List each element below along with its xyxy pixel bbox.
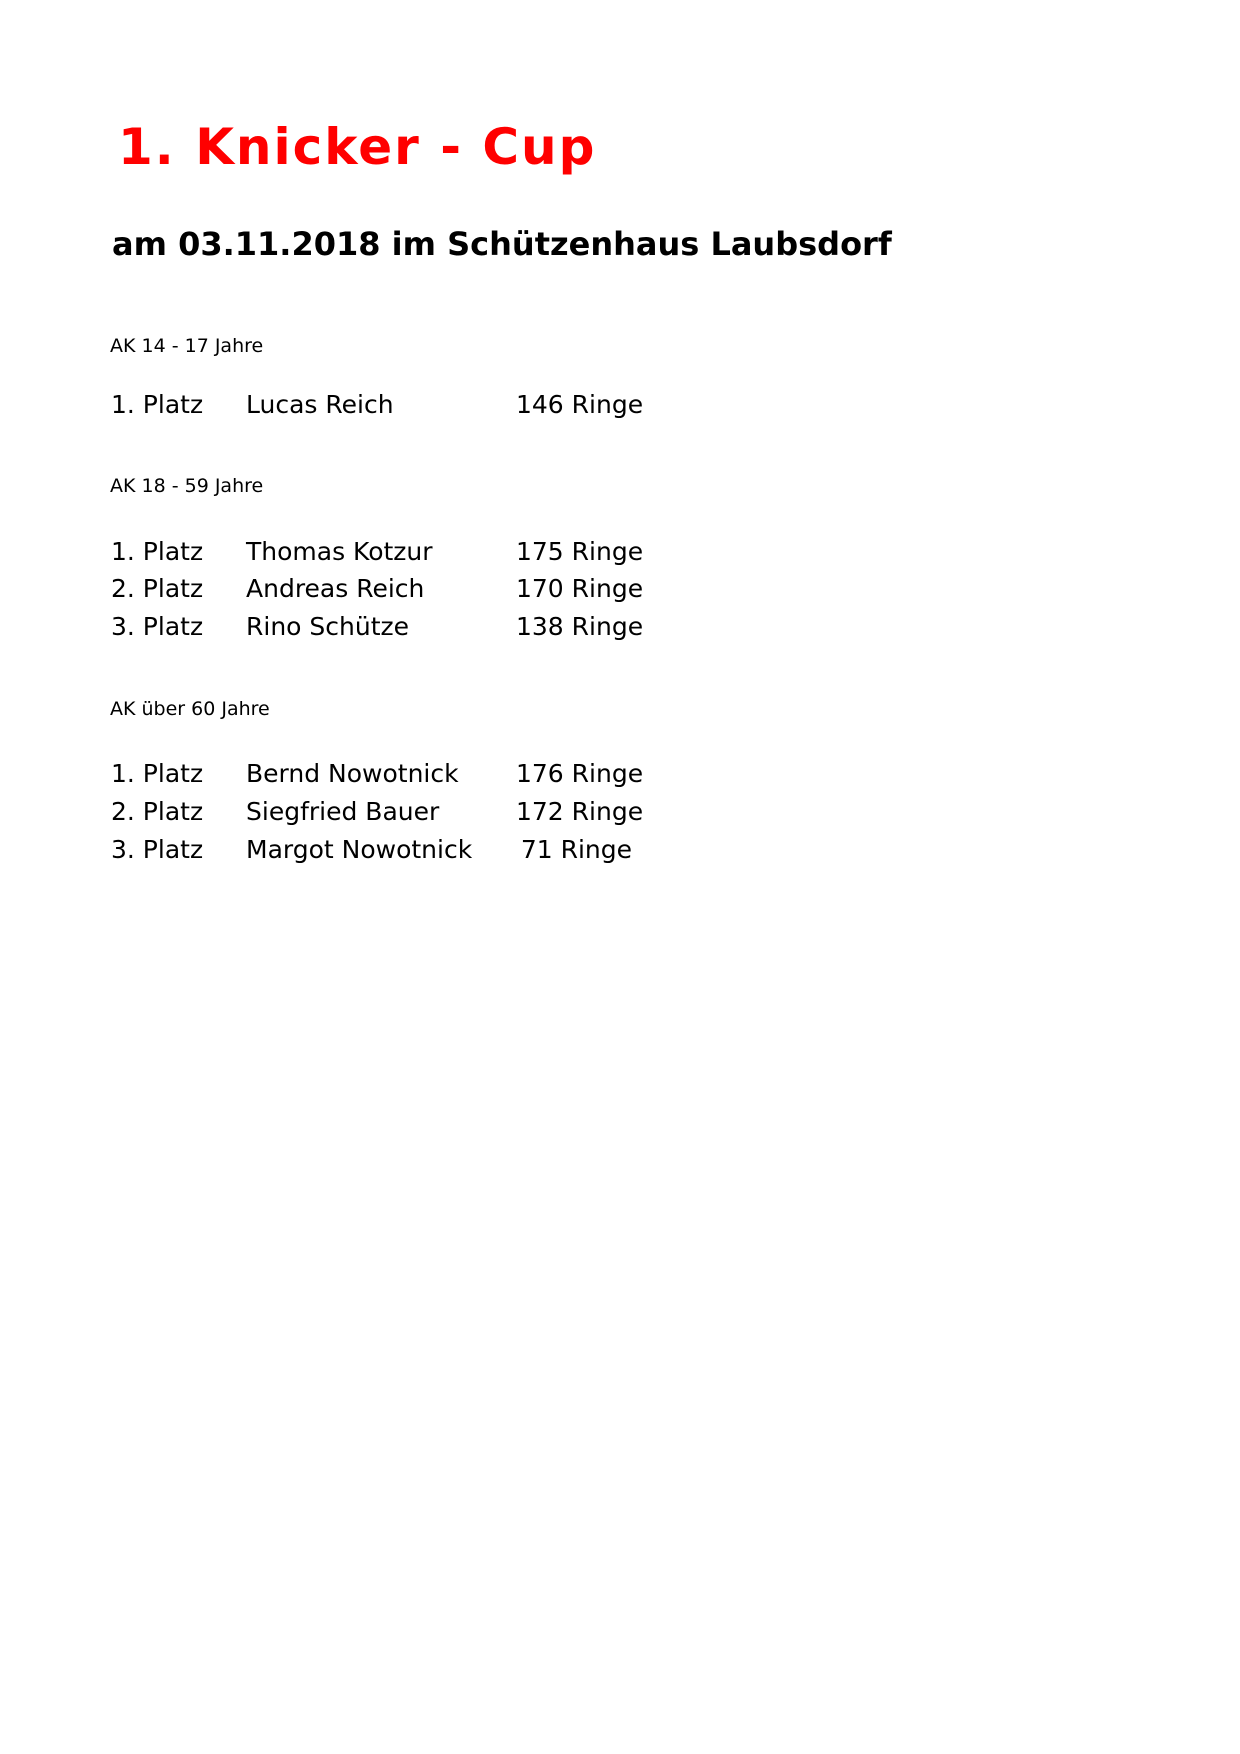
result-name: Rino Schütze xyxy=(246,612,410,641)
result-score: 175 Ringe xyxy=(516,537,644,566)
section-label-ak-ueber-60: AK über 60 Jahre xyxy=(110,698,270,720)
result-score: 71 Ringe xyxy=(520,835,632,864)
document-title: 1. Knicker - Cup xyxy=(118,118,597,176)
result-place: 1. Platz xyxy=(111,537,204,566)
result-name: Thomas Kotzur xyxy=(246,537,433,566)
section-label-ak-18-59: AK 18 - 59 Jahre xyxy=(110,475,264,497)
result-score: 176 Ringe xyxy=(516,759,644,788)
result-name: Siegfried Bauer xyxy=(246,797,440,826)
result-row xyxy=(0,576,700,610)
result-score: 146 Ringe xyxy=(516,390,644,419)
result-row xyxy=(0,392,700,426)
result-place: 1. Platz xyxy=(111,759,204,788)
result-name: Andreas Reich xyxy=(246,574,425,603)
result-row xyxy=(0,837,700,871)
result-name: Lucas Reich xyxy=(246,390,394,419)
result-name: Bernd Nowotnick xyxy=(246,759,459,788)
result-score: 170 Ringe xyxy=(516,574,644,603)
result-name: Margot Nowotnick xyxy=(246,835,473,864)
result-place: 2. Platz xyxy=(111,797,204,826)
result-score: 172 Ringe xyxy=(516,797,644,826)
document-subtitle: am 03.11.2018 im Schützenhaus Laubsdorf xyxy=(112,225,892,263)
result-row xyxy=(0,761,700,795)
result-place: 3. Platz xyxy=(111,612,204,641)
section-label-ak-14-17: AK 14 - 17 Jahre xyxy=(110,335,264,357)
result-row xyxy=(0,614,700,648)
result-row xyxy=(0,539,700,573)
result-place: 1. Platz xyxy=(111,390,204,419)
result-score: 138 Ringe xyxy=(516,612,644,641)
result-place: 2. Platz xyxy=(111,574,204,603)
result-row xyxy=(0,799,700,833)
result-place: 3. Platz xyxy=(111,835,204,864)
